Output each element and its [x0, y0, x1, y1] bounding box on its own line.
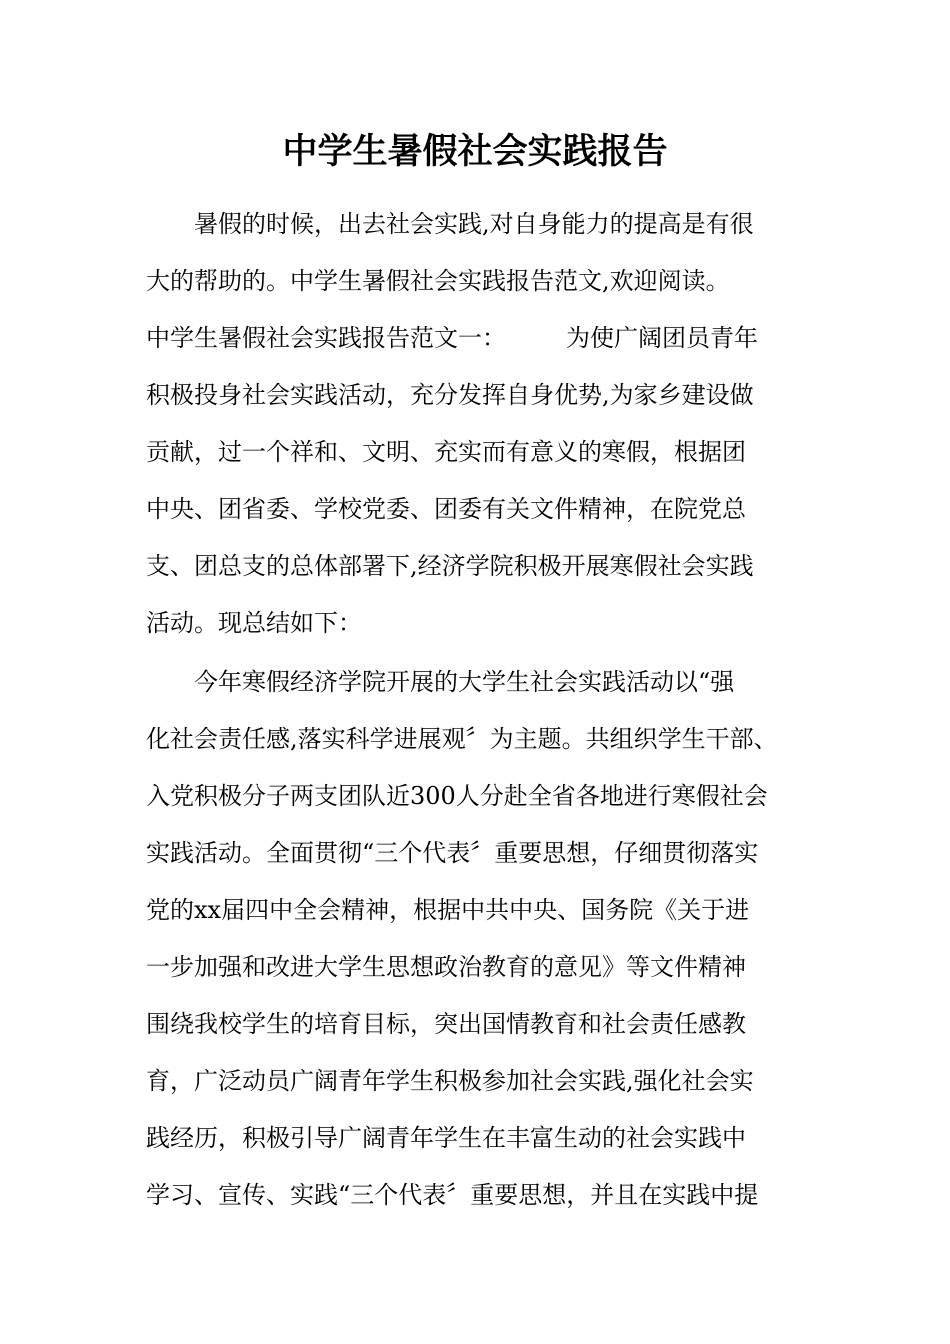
body-line: 育，广泛动员广阔青年学生积极参加社会实践,强化社会实 [146, 1067, 754, 1095]
body-line: 实践活动。全面贯彻“三个代表〞重要思想，仔细贯彻落实 [146, 839, 759, 867]
body-line: 一步加强和改进大学生思想政治教育的意见》等文件精神 [146, 953, 746, 981]
body-line: 积极投身社会实践活动，充分发挥自身优势,为家乡建设做 [146, 381, 754, 409]
body-line: 中央、团省委、学校党委、团委有关文件精神，在院党总 [146, 495, 746, 523]
body-line: 暑假的时候，出去社会实践,对自身能力的提高是有很 [146, 210, 754, 238]
body-line: 今年寒假经济学院开展的大学生社会实践活动以“强 [146, 668, 735, 696]
document-title: 中学生暑假社会实践报告 [282, 131, 668, 172]
body-line: 践经历，积极引导广阔青年学生在丰富生动的社会实践中 [146, 1124, 746, 1152]
body-line: 中学生暑假社会实践报告范文一： 为使广阔团员青年 [146, 324, 758, 352]
body-line: 围绕我校学生的培育目标，突出国情教育和社会责任感教 [146, 1010, 746, 1038]
body-line: 入党积极分子两支团队近300人分赴全省各地进行寒假社会 [146, 782, 768, 810]
body-line: 大的帮助的。中学生暑假社会实践报告范文,欢迎阅读。 [146, 267, 730, 295]
body-line: 活动。现总结如下： [146, 609, 362, 637]
body-line: 化社会责任感,落实科学进展观〞为主题。共组织学生干部、 [146, 725, 778, 753]
body-line: 学习、宣传、实践“三个代表〞重要思想，并且在实践中提 [146, 1181, 759, 1209]
body-line: 支、团总支的总体部署下,经济学院积极开展寒假社会实践 [146, 552, 754, 580]
body-line: 党的xx届四中全会精神，根据中共中央、国务院《关于进 [146, 896, 750, 924]
body-line: 贡献，过一个祥和、文明、充实而有意义的寒假，根据团 [146, 438, 746, 466]
